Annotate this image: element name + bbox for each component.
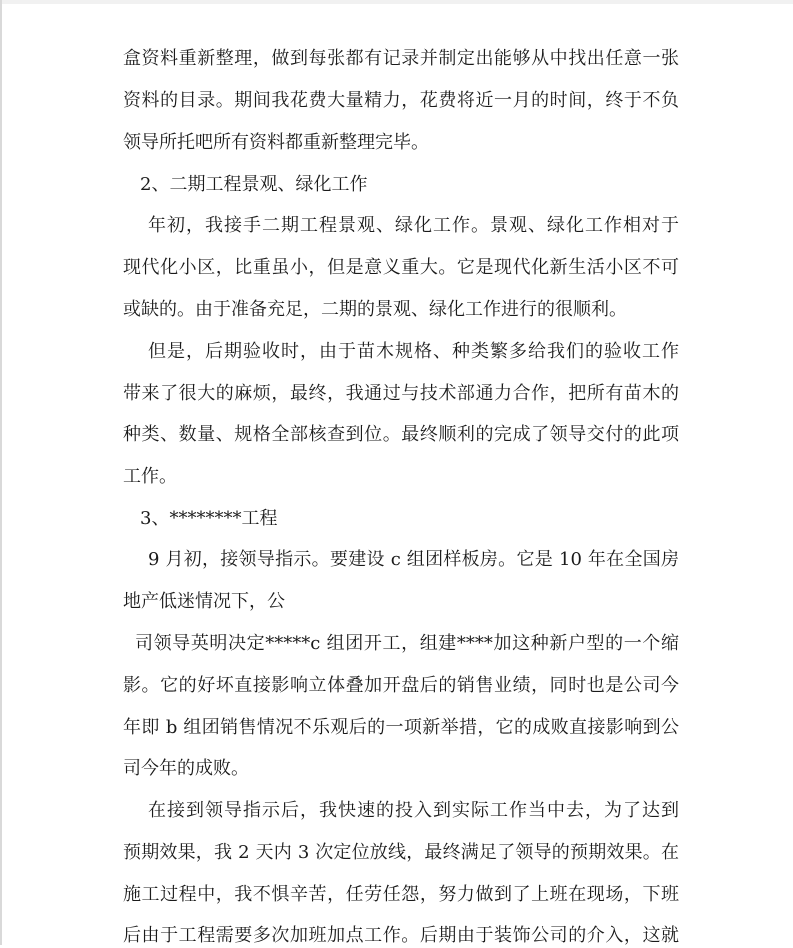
text-line: 9 月初，接领导指示。要建设 c 组团样板房。它是 10 年在全国房: [148, 549, 679, 570]
text-line: 司领导英明决定*****c 组团开工，组建****加这种新户型的一个缩: [135, 633, 679, 654]
text-line: 在接到领导指示后，我快速的投入到实际工作当中去，为了达到: [148, 800, 679, 821]
text-line: 或缺的。由于准备充足，二期的景观、绿化工作进行的很顺利。: [123, 299, 627, 320]
text-line: 盒资料重新整理，做到每张都有记录并制定出能够从中找出任意一张: [123, 48, 679, 69]
text-line: 工作。: [123, 466, 177, 487]
text-line: 影。它的好坏直接影响立体叠加开盘后的销售业绩，同时也是公司今: [123, 675, 679, 696]
text-line: 后由于工程需要多次加班加点工作。后期由于装饰公司的介入，这就: [123, 925, 679, 946]
text-line: 年即 b 组团销售情况不乐观后的一项新举措，它的成败直接影响到公: [123, 717, 679, 738]
text-line: 带来了很大的麻烦，最终，我通过与技术部通力合作，把所有苗木的: [123, 383, 679, 404]
text-line: 预期效果，我 2 天内 3 次定位放线，最终满足了领导的预期效果。在: [123, 842, 679, 863]
text-line: 领导所托吧所有资料都重新整理完毕。: [123, 132, 429, 153]
text-line: 但是，后期验收时，由于苗木规格、种类繁多给我们的验收工作: [148, 341, 679, 362]
text-line: 资料的目录。期间我花费大量精力，花费将近一月的时间，终于不负: [123, 90, 679, 111]
text-line: 司今年的成败。: [123, 758, 249, 779]
section-heading-3: 3、********工程: [140, 508, 278, 529]
section-heading-2: 2、二期工程景观、绿化工作: [140, 174, 368, 195]
text-line: 现代化小区，比重虽小，但是意义重大。它是现代化新生活小区不可: [123, 257, 679, 278]
text-line: 年初，我接手二期工程景观、绿化工作。景观、绿化工作相对于: [148, 215, 679, 236]
text-line: 种类、数量、规格全部核查到位。最终顺利的完成了领导交付的此项: [123, 424, 679, 445]
text-line: 施工过程中，我不惧辛苦，任劳任怨，努力做到了上班在现场，下班: [123, 884, 679, 905]
text-line: 地产低迷情况下，公: [123, 591, 285, 612]
